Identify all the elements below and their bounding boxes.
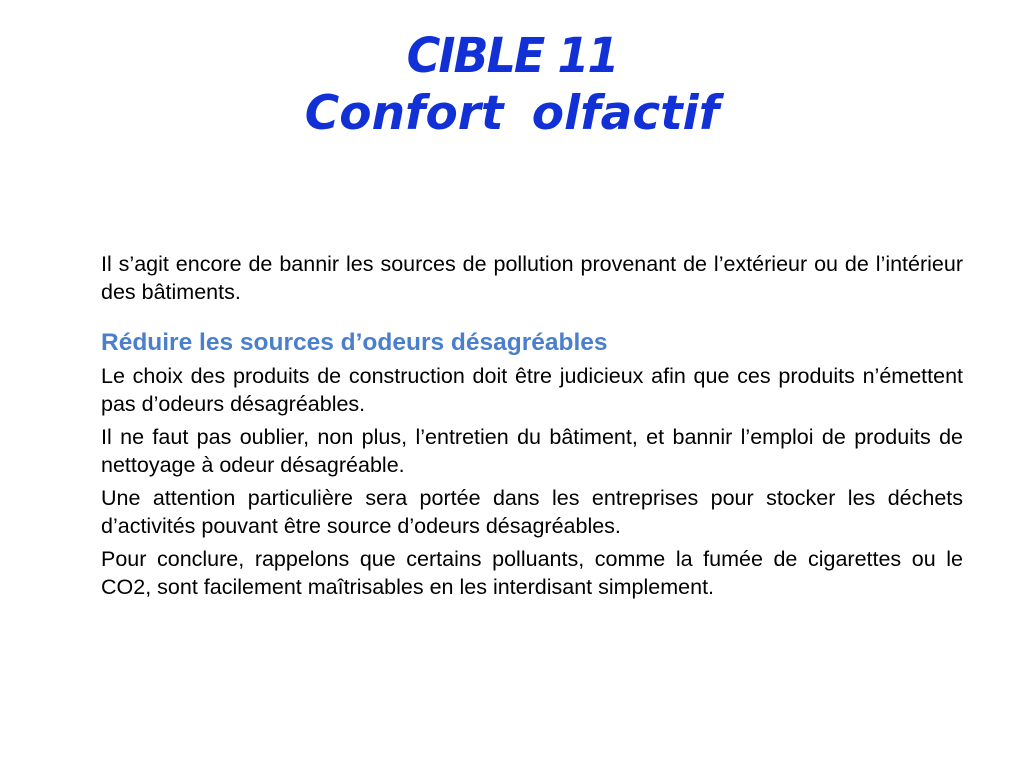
title-line-2: Confort olfactif (304, 86, 720, 141)
paragraph-conclusion: Pour conclure, rappelons que certains polluants, comme la fumée de cigarettes ou le CO2, sont facilement maîtrisables en les interdisant simplement. (101, 547, 963, 599)
section-subheading: Réduire les sources d’odeurs désagréables (101, 329, 608, 356)
slide-title (0, 26, 1024, 141)
slide-body (101, 250, 963, 606)
paragraph-waste: Une attention particulière sera portée dans les entreprises pour stocker les déchets d’activités pouvant être source d’odeurs désagréables. (101, 486, 963, 538)
title-line-1: CIBLE 11 (406, 26, 618, 84)
paragraph-products: Le choix des produits de construction doit être judicieux afin que ces produits n’émettent pas d’odeurs désagréables. (101, 364, 963, 416)
intro-paragraph: Il s’agit encore de bannir les sources de pollution provenant de l’extérieur ou de l’intérieur des bâtiments. (101, 252, 963, 304)
paragraph-maintenance: Il ne faut pas oublier, non plus, l’entretien du bâtiment, et bannir l’emploi de produits de nettoyage à odeur désagréable. (101, 425, 963, 477)
